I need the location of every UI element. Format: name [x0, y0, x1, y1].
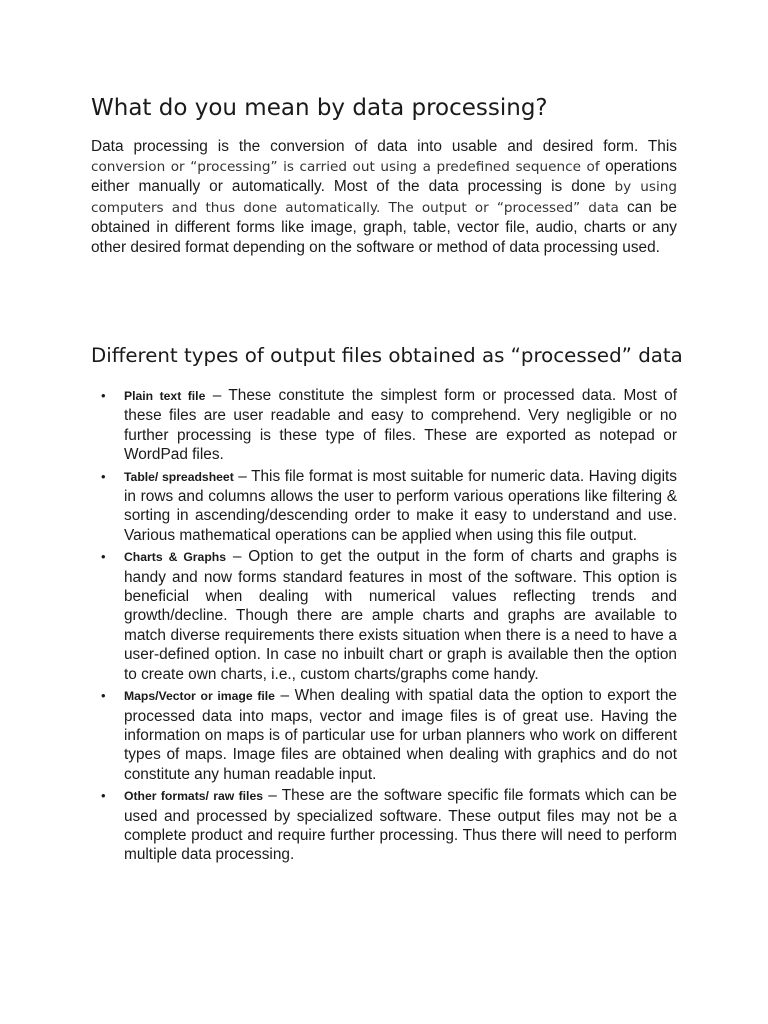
bullet-icon: • — [101, 688, 106, 704]
list-item-plain-text — [101, 386, 677, 465]
list-item-charts-graphs — [101, 547, 677, 684]
list-item-table-spreadsheet — [101, 467, 677, 546]
intro-line-1: Data processing is the conversion of data into usable and desired form. This — [91, 138, 677, 155]
intro-line-4: by using computers and thus done automatically. The output or “processed” data — [91, 179, 677, 216]
list-item-term: Other formats/ raw files — [124, 789, 263, 804]
intro-line-5: can be obtained in different forms like image, graph, table, vector file, audio, charts or any other desired format depending on the software or method of data processing used. — [91, 198, 677, 256]
list-item-term: Charts & Graphs — [124, 550, 226, 565]
bullet-icon: • — [101, 788, 106, 804]
output-types-list — [101, 386, 677, 867]
list-item-description: – This file format is most suitable for numeric data. Having digits in rows and columns allows the user to perform various operations like filtering & sorting in ascending/descending order to make it easy to understand and use. Various mathematical operations can be applied when using this file output. — [124, 467, 677, 544]
list-item-term: Plain text file — [124, 389, 206, 403]
page-title: What do you mean by data processing? — [91, 95, 548, 121]
bullet-icon: • — [101, 549, 106, 565]
list-item-term: Table/ spreadsheet — [124, 469, 234, 484]
list-item-maps-vector — [101, 686, 677, 784]
bullet-icon: • — [101, 388, 106, 403]
list-item-description: – These constitute the simplest form or processed data. Most of these files are user readable and easy to comprehend. Very negligible or no further processing is these type of files. These are exported as notepad or WordPad files. — [124, 387, 677, 464]
intro-line-3: operations either manually or automatically. Most of the data processing is done — [91, 157, 677, 196]
bullet-icon: • — [101, 468, 106, 484]
intro-paragraph — [91, 137, 677, 258]
list-item-description: – When dealing with spatial data the option to export the processed data into maps, vector and image files is of great use. Having the information on maps is of particular use for urban planners who work on different types of maps. Image files are obtained when dealing with graphics and do not constitute any human readable input. — [124, 687, 677, 783]
list-item-description: – These are the software specific file formats which can be used and processed by specialized software. These output files may not be a complete product and require further processing. Thus there will need to perform multiple data processing. — [124, 787, 677, 864]
section-heading: Different types of output files obtained as “processed” data — [91, 344, 683, 367]
list-item-description: – Option to get the output in the form of charts and graphs is handy and now forms standard features in most of the software. This option is beneficial when dealing with numerical values reflecting trends and growth/decline. Though there are ample charts and graphs are available to match diverse requirements there exists situation when there is a need to have a user-defined option. In case no inbuilt chart or graph is available then the option to create own charts, i.e., custom charts/graphs come handy. — [124, 548, 677, 683]
intro-line-2: conversion or “processing” is carried out using a predefined sequence of — [91, 158, 600, 175]
list-item-other-formats — [101, 786, 677, 865]
list-item-term: Maps/Vector or image file — [124, 689, 275, 704]
